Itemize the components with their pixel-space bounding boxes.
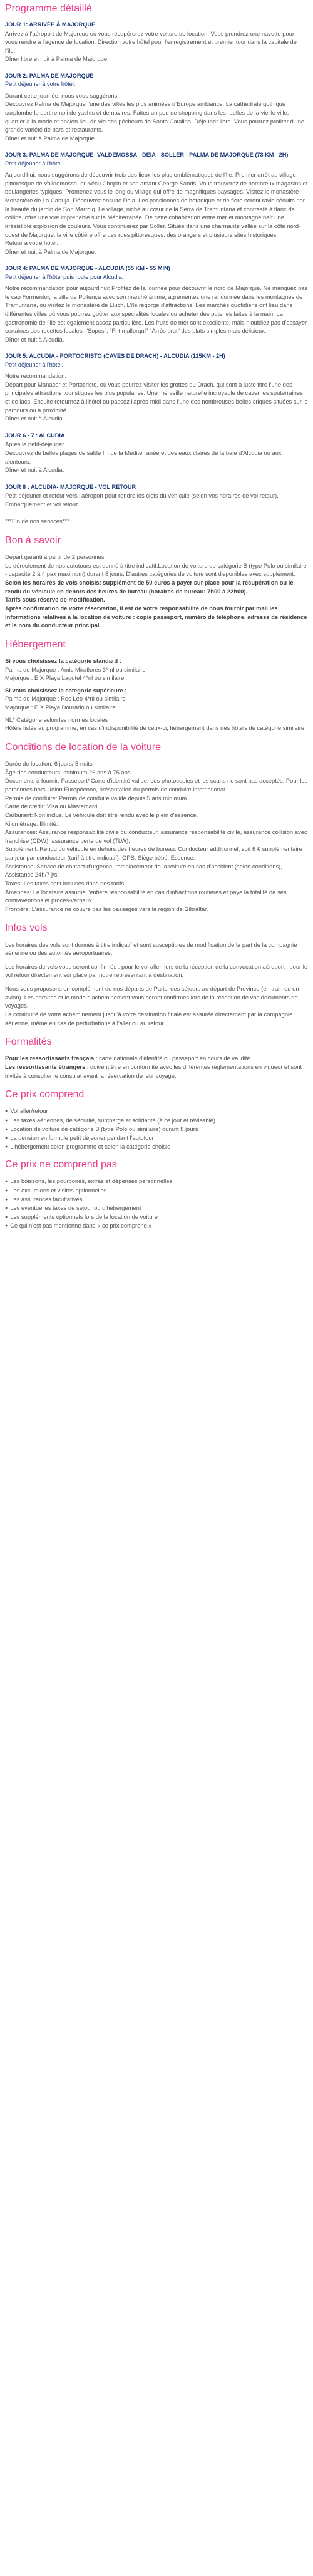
day-1 — [5, 21, 308, 63]
day-4 — [5, 264, 308, 343]
list-item: ● L'hébergement selon programme et selon la catégorie choisie — [5, 1142, 308, 1151]
conditions-content: Durée de location: 6 jours/ 5 nuits Âge des conducteurs: minimum 26 ans à 75 ans Documents à fournir: Passeport/ Carte d'identité valide. Les photocopies et les scans ne sont pas acceptés. Pour les personnes hors Union Européenne, présentation du permis de conduire international. Permis de conduire: Permis de conduire valide depuis 5 ans minimum. Carte de crédit: Visa ou Mastercard. Carburant: Non inclus. Le véhicule doit être rendu avec le plein d'essence. Kilométrage: Illimité. Assurances: Assurance responsabilité civile du conducteur, assurance responsabilité civile, assurance collision avec franchise (CDW), assurance perte de vol (TLW). Supplément: Rendu du véhicule en dehors des heures de bureau. Conducteur additionnel, soit 6 € supplémentaire par jour par conducteur (tarif à titre indicatif). GPS. Siège bébé. Essence. Assistance: Service de contact d'urgence, remplacement de la voiture en cas d'accident (selon conditions), Assistance 24h/7 j/s. Taxes: Les taxes sont incluses dans nos tarifs. Amendes: Le locataire assume l'entière responsabilité en cas d'infractions routières et paye la totalité de ses contraventions et procès-verbaux. Frontière: L'assurance ne couvre pas les passages vers la région de Gibraltar. — [5, 760, 308, 912]
section-title-hebergement: Hébergement — [5, 639, 66, 650]
standard-hotel: Majorque : EIX Playa Lagotel 4*nl ou similaire — [5, 674, 125, 682]
prix-ne-comprend-list — [5, 1177, 308, 1230]
prix-comprend-list — [5, 1107, 308, 1151]
day-text: Après le petit-déjeuner. Découvrez de belles plages de sable fin de la Méditerranée et des eaux claires de la baie d'Alcudia ou aux alentours. Dîner et nuit à Alcudia. — [5, 441, 282, 474]
section-title-formalites: Formalités — [5, 1036, 52, 1048]
day-8 — [5, 483, 308, 509]
list-item: ● Les excursions et visites optionnelles — [5, 1186, 308, 1195]
standard-hotel: Palma de Majorque : Amic Miraflores 3* nl ou similaire — [5, 665, 146, 673]
hebergement-note: NL* Catégorie selon les normes locales Hôtels listés au programme, en cas d'indisponibilité de ceux-ci, hébergement dans des hôtels de catégorie similaire. — [5, 716, 306, 732]
day-2 — [5, 72, 308, 142]
itinerary — [5, 21, 308, 508]
day-text: Aujourd'hui, nous suggérons de découvrir trois des lieux les plus emblématiques de l'île. Premier arrêt au village pittoresque de Valldemossa, où vécu Chopin et son amant George Sands. Vous trouverez de nombreux magasins et boulangeries typiques. Promenez-vous le long du village qui offre de magnifiques paysages. Visitez le monastère Monastère de La Cartuja. Découvrez ensuite Deia. Les passionnés de botanique et de flore seront ravis séduits par la beauté du jardin de Son Marroig. Le village, niché au cœur de la Serra de Tramuntana et contrasté à flanc de colline, offre une vue imprenable sur la Méditerranée. De cette cohabitation entre mer et montagne naît une irrésistible explosion de couleurs. Vous continuerez par Soller. Située dans une charmante vallée sur la côte nord-ouest de Majorque, la ville côtière offre des rues pittoresques, des orangers et plusieurs sites historiques. Retour à votre hôtel. Dîner et nuit à Palma de Majorque. — [5, 171, 308, 255]
bon-tarifs-note: Tarifs sous réserve de modification. — [5, 596, 105, 603]
formalites-french-label: Pour les ressortissants français — [5, 1055, 95, 1062]
bon-intro: Départ garanti à partir de 2 personnes. Le déroulement de nos autotours est donné à titre indicatif.Location de voiture de catégorie B (type Polo ou similaire - capacité 2 à 4 pax maximum) durant 8 jours. D'autres catégories de voiture sont disponibles avec supplément. — [5, 553, 307, 578]
bon-schedule-supplement: Selon les horaires de vols choisis: supplément de 50 euros à payer sur place pour la récupération ou le rendu du véhicule en dehors des heures de bureau (horaires de bureau: 7h00 à 22h00). — [5, 579, 294, 595]
list-item: ● Les assurances facultatives — [5, 1195, 308, 1204]
day-text: Arrivez à l'aéroport de Majorque où vous récupérerez votre voiture de location. Vous prendrez une navette pour vous rendre à l'agence de location. Direction votre hôtel pour l'enregistrement et premier tour dans la capitale de l'île. Dîner libre et nuit à Palma de Majorque. — [5, 29, 297, 63]
day-title: JOUR 4: PALMA DE MAJORQUE - ALCUDIA (55 KM - 55 MIN) — [5, 265, 170, 272]
day-3 — [5, 151, 308, 256]
day-title: JOUR 6 - 7 : ALCUDIA — [5, 432, 65, 439]
day-text: Notre recommandation pour aujourd'hui: Profitez de la journée pour découvrir le nord de Majorque. Ne manquez pas le cap Formentor, la ville de Pollença avec son marché animé, agrémentez une randonnée dans les montagnes de Tramuntana, ou visitez le monastère de Lluch. L'île regorge d'attractions. Les marchés quotidiens ont lieu dans différentes villes où vous pourrez goûter aux spécialités locales ou acheter des poteries faites à la main. La gastronomie de l'île est également assez particulière. Les fruits de mer sont excellents, mais n'oubliez pas d'essayer certaines des recettes locales: "Sopes", "Frit mallorquí" "Arròs brut" des plats simples mais délicieux. Dîner et nuit à Alcudia. — [5, 284, 308, 343]
section-title-programme: Programme détaillé — [5, 3, 92, 14]
section-title-prix-ne-comprend: Ce prix ne comprend pas — [5, 1159, 117, 1171]
day-subtitle: Petit déjeuner à l'hôtel. — [5, 160, 64, 167]
section-title-bon-a-savoir: Bon à savoir — [5, 534, 61, 546]
day-title: JOUR 5: ALCUDIA - PORTOCRISTO (CAVES DE DRACH) - ALCUDIA (115KM - 2H) — [5, 353, 225, 360]
day-subtitle: Petit déjeuner à l'hôtel. — [5, 361, 64, 368]
day-5 — [5, 352, 308, 422]
day-6-7 — [5, 432, 308, 474]
day-title: JOUR 1: ARRIVÉE À MAJORQUE — [5, 21, 96, 28]
list-item: ● Location de voiture de catégorie B (type Polo ou similaire) durant 8 jours — [5, 1125, 308, 1134]
infos-paragraph: Les horaires de vols vous seront confirmés : pour le vol aller, lors de la réception de la convocation aéroport ; pour le vol retour directement sur place par notre représentant à destination. — [5, 962, 308, 979]
day-text: Notre recommandation: Départ pour Manacor et Portocristo, où vous pourrez visiter les grottes du Drach, qui sont à juste titre l'une des principales attractions touristiques les plus populaires. Une merveille naturelle incroyable de cavernes souterraines et de lacs. Ensuite retournez à l'hôtel ou passez l'après-midi dans l'une des nombreuses belles criques situées sur le parcours ou à proximité. Dîner et nuit à Alcudia. — [5, 372, 308, 422]
formalites-foreign — [5, 1063, 308, 1080]
formalites-content — [5, 1054, 308, 1080]
day-title: JOUR 2: PALMA DE MAJORQUE — [5, 73, 94, 80]
end-of-services-note: ***Fin de nos services*** — [5, 518, 69, 525]
formalites-french-text: : carte nationale d'identité ou passeport en cours de validité. — [94, 1055, 252, 1062]
infos-paragraph: Les horaires des vols sont donnés à titre indicatif et sont susceptibles de modification de la part de la compagnie aérienne ou des autorités aéroportuaires. — [5, 941, 297, 957]
formalites-foreign-text: : doivent être en conformité avec les différentes réglementations en vigueur et sont invités à consulter le consulat avant la réservation de leur voyage. — [5, 1063, 302, 1079]
list-item: ● Les taxes aériennes, de sécurité, surcharge et solidarité (à ce jour et révisable). — [5, 1116, 308, 1125]
infos-vols-content — [5, 941, 308, 1028]
page — [0, 0, 313, 1241]
list-item: ● Les éventuelles taxes de séjour ou d'hébergement — [5, 1204, 308, 1212]
standard-category-title: Si vous choisissez la catégorie standard : — [5, 657, 122, 664]
day-subtitle: Petit déjeuner à votre hôtel. — [5, 81, 76, 88]
day-text: Durant cette journée, nous vous suggérons : Découvrez Palma de Majorque l'une des villes les plus animées d'Europe ambiance. La cathédrale gothique surplombe le port rempli de yachts et de navires. Faites un peu de shopping dans les ruelles de la vieille ville, quartier à la mode et ancien lieu de vie des pêcheurs de Santa Catalina. Déjeuner libre. Vous pourrez profiter d'une grande variété de bars et restaurants. Dîner et nuit à Palma de Majorque. — [5, 91, 305, 142]
day-subtitle: Petit déjeuner à l'hôtel puis route pour Alcudia. — [5, 273, 124, 280]
day-text: Petit déjeuner et retour vers l'aéroport pour rendre les clefs du véhicule (selon vos horaires de vol retour). Embarquement et vol retour. — [5, 492, 279, 508]
day-title: JOUR 8 : ALCUDIA- MAJORQUE - VOL RETOUR — [5, 483, 136, 490]
section-title-prix-comprend: Ce prix comprend — [5, 1089, 85, 1100]
infos-paragraph: Nous vous proposons en complément de nos départs de Paris, des séjours au départ de Province (en train ou en avion). Les horaires et le mode d'acheminement vous seront confirmés lors de la réception de vos documents de voyages. La continuité de votre acheminement jusqu'à votre destination finale est assurée directement par la compagnie aérienne, même en cas de perturbations à l'aller ou au retour. — [5, 985, 299, 1026]
superior-category-title: Si vous choisissez la catégorie supérieure : — [5, 686, 127, 694]
hebergement-content — [5, 657, 308, 733]
formalites-french — [5, 1054, 308, 1063]
formalites-foreign-label: Les ressortissants étrangers — [5, 1063, 86, 1071]
list-item: ● Les boissons, les pourboires, extras et dépenses personnelles — [5, 1177, 308, 1186]
list-item: ● Les suppléments optionnels lors de la location de voiture — [5, 1212, 308, 1221]
superior-hotel: Majorque : EIX Playa Dourado ou similaire — [5, 704, 116, 711]
section-title-conditions: Conditions de location de la voiture — [5, 741, 162, 753]
bon-a-savoir-content — [5, 553, 308, 630]
bon-confirmation-note: Après confirmation de votre réservation, il est de votre responsabilité de nous fournir par mail les informations relatives à la location de voiture : copie passeport, numéro de téléphone, adresse de résidence et le nom du conducteur principal. — [5, 604, 307, 629]
superior-hotel: Palma de Majorque : Roc Leo 4*nl ou similaire — [5, 695, 126, 702]
day-title: JOUR 3: PALMA DE MAJORQUE- VALDEMOSSA - DEIA - SOLLER - PALMA DE MAJORQUE (73 KM - 2H) — [5, 152, 289, 159]
list-item: ● La pension en formule petit déjeuner pendant l'autotour — [5, 1134, 308, 1142]
list-item: ● Ce qui n'est pas mentionné dans « ce prix comprend » — [5, 1221, 308, 1230]
list-item: ● Vol aller/retour — [5, 1107, 308, 1115]
section-title-infos-vols: Infos vols — [5, 922, 48, 934]
